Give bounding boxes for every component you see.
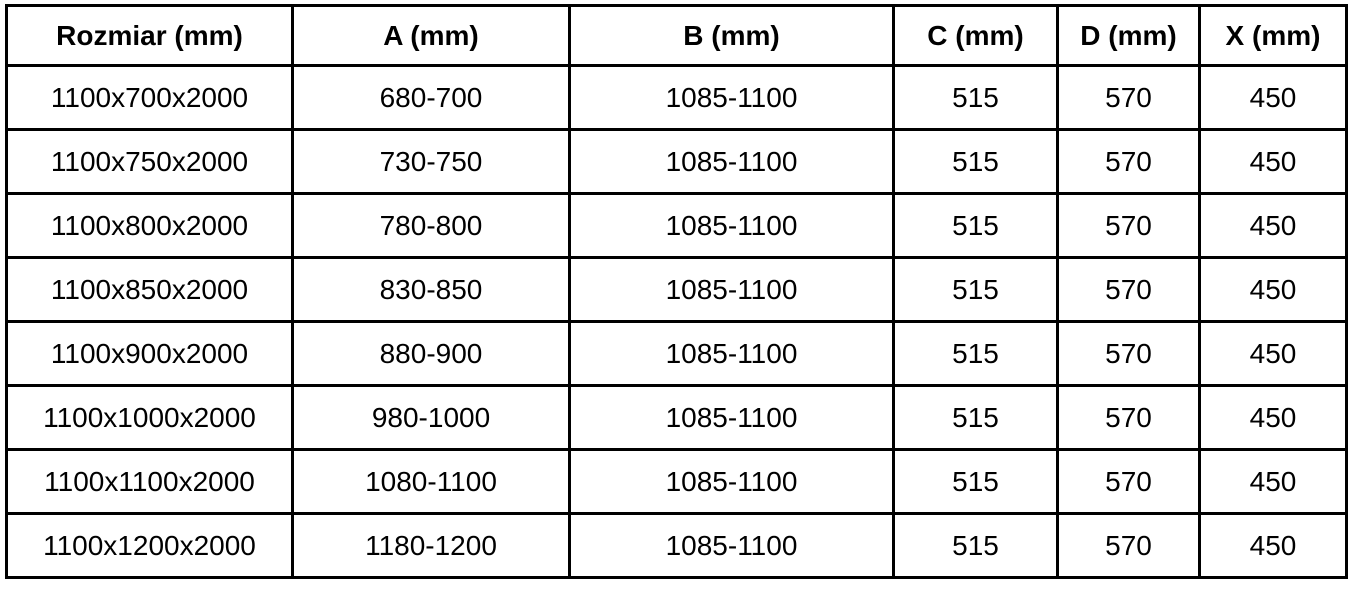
- table-cell: 1085-1100: [570, 194, 894, 258]
- table-cell: 450: [1200, 194, 1347, 258]
- table-cell: 515: [894, 322, 1058, 386]
- table-row: [7, 194, 1347, 258]
- table-cell: 515: [894, 258, 1058, 322]
- table-cell: 1100x1100x2000: [7, 450, 293, 514]
- table-cell: 570: [1058, 450, 1200, 514]
- table-cell: 515: [894, 514, 1058, 578]
- table-cell: 570: [1058, 386, 1200, 450]
- table-cell: 1180-1200: [293, 514, 570, 578]
- table-cell: 570: [1058, 258, 1200, 322]
- table-row: [7, 386, 1347, 450]
- table-cell: 515: [894, 386, 1058, 450]
- column-header-b: B (mm): [570, 6, 894, 66]
- spec-table-header: [7, 6, 1347, 66]
- table-cell: 450: [1200, 514, 1347, 578]
- table-cell: 1100x700x2000: [7, 66, 293, 130]
- table-cell: 1100x1000x2000: [7, 386, 293, 450]
- table-cell: 1100x850x2000: [7, 258, 293, 322]
- table-cell: 1085-1100: [570, 514, 894, 578]
- table-row: [7, 130, 1347, 194]
- table-cell: 515: [894, 194, 1058, 258]
- table-cell: 450: [1200, 386, 1347, 450]
- table-cell: 515: [894, 130, 1058, 194]
- table-cell: 1085-1100: [570, 258, 894, 322]
- table-cell: 1100x800x2000: [7, 194, 293, 258]
- table-row: [7, 66, 1347, 130]
- column-header-c: C (mm): [894, 6, 1058, 66]
- table-cell: 1085-1100: [570, 386, 894, 450]
- table-cell: 780-800: [293, 194, 570, 258]
- column-header-rozmiar: Rozmiar (mm): [7, 6, 293, 66]
- table-cell: 980-1000: [293, 386, 570, 450]
- table-cell: 1080-1100: [293, 450, 570, 514]
- table-cell: 570: [1058, 194, 1200, 258]
- table-row: [7, 322, 1347, 386]
- table-cell: 450: [1200, 130, 1347, 194]
- table-cell: 450: [1200, 66, 1347, 130]
- table-cell: 680-700: [293, 66, 570, 130]
- table-cell: 450: [1200, 258, 1347, 322]
- table-cell: 450: [1200, 450, 1347, 514]
- table-cell: 1085-1100: [570, 66, 894, 130]
- table-cell: 1100x1200x2000: [7, 514, 293, 578]
- table-row: [7, 258, 1347, 322]
- spec-table-body: [7, 66, 1347, 578]
- table-cell: 1100x750x2000: [7, 130, 293, 194]
- column-header-a: A (mm): [293, 6, 570, 66]
- table-cell: 570: [1058, 322, 1200, 386]
- table-cell: 1085-1100: [570, 450, 894, 514]
- table-cell: 1085-1100: [570, 130, 894, 194]
- column-header-d: D (mm): [1058, 6, 1200, 66]
- table-cell: 1100x900x2000: [7, 322, 293, 386]
- spec-table: [5, 4, 1348, 579]
- table-cell: 880-900: [293, 322, 570, 386]
- header-row: [7, 6, 1347, 66]
- table-cell: 570: [1058, 66, 1200, 130]
- table-row: [7, 514, 1347, 578]
- table-cell: 570: [1058, 514, 1200, 578]
- table-cell: 730-750: [293, 130, 570, 194]
- table-cell: 570: [1058, 130, 1200, 194]
- column-header-x: X (mm): [1200, 6, 1347, 66]
- table-cell: 450: [1200, 322, 1347, 386]
- table-cell: 1085-1100: [570, 322, 894, 386]
- table-row: [7, 450, 1347, 514]
- table-cell: 830-850: [293, 258, 570, 322]
- table-cell: 515: [894, 66, 1058, 130]
- table-cell: 515: [894, 450, 1058, 514]
